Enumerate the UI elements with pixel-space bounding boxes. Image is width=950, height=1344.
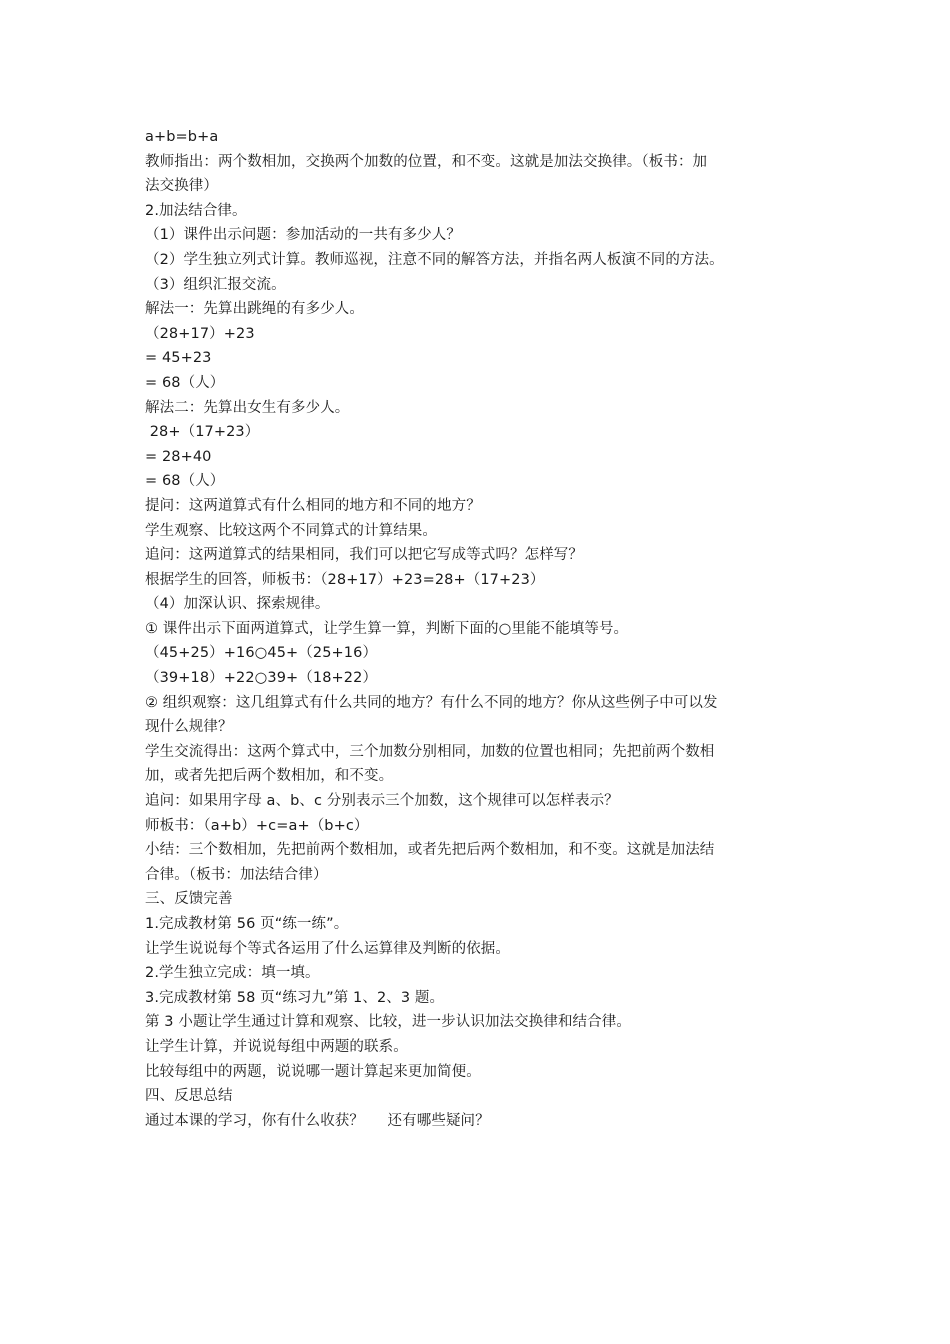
text-line: （3）组织汇报交流。 <box>145 276 286 293</box>
text-line: 通过本课的学习，你有什么收获？ 还有哪些疑问？ <box>145 1112 490 1129</box>
text-line: 让学生计算，并说说每组中两题的联系。 <box>145 1038 408 1055</box>
text-line: 让学生说说每个等式各运用了什么运算律及判断的依据。 <box>145 940 510 957</box>
text-line: 3.完成教材第 58 页“练习九”第 1、2、3 题。 <box>145 989 445 1006</box>
text-line: 1.完成教材第 56 页“练一练”。 <box>145 916 349 932</box>
text-line: （2）学生独立列式计算。教师巡视，注意不同的解答方法，并指名两人板演不同的方法。 <box>145 251 724 268</box>
section-heading: 四、反思总结 <box>145 1088 233 1105</box>
text-line: ① 课件出示下面两道算式，让学生算一算，判断下面的○里能不能填等号。 <box>145 620 629 637</box>
equation-line: （28+17）+23 <box>145 325 255 342</box>
text-line: 根据学生的回答，师板书：（28+17）+23=28+（17+23） <box>145 571 545 588</box>
text-line: 合律。（板书：加法结合律） <box>145 866 328 883</box>
equation-line: （39+18）+22○39+（18+22） <box>145 670 378 687</box>
equation-line: = 68（人） <box>145 374 225 391</box>
text-line: 提问：这两道算式有什么相同的地方和不同的地方？ <box>145 497 481 514</box>
equation-line: = 28+40 <box>145 448 212 465</box>
text-line: （1）课件出示问题：参加活动的一共有多少人？ <box>145 227 461 244</box>
equation-line: （45+25）+16○45+（25+16） <box>145 645 378 662</box>
equation-line: 28+（17+23） <box>145 424 260 441</box>
text-line: 追问：这两道算式的结果相同，我们可以把它写成等式吗？怎样写？ <box>145 547 583 564</box>
equation-line: = 45+23 <box>145 350 212 367</box>
text-line: 加，或者先把后两个数相加，和不变。 <box>145 768 394 785</box>
text-line: 师板书：（a+b）+c=a+（b+c） <box>145 817 369 834</box>
text-line: 学生观察、比较这两个不同算式的计算结果。 <box>145 522 437 539</box>
text-line: 教师指出：两个数相加，交换两个加数的位置，和不变。这就是加法交换律。（板书：加 <box>145 153 708 170</box>
equation-line: = 68（人） <box>145 473 225 490</box>
method-two-heading: 解法二：先算出女生有多少人。 <box>145 399 350 416</box>
text-line: 追问：如果用字母 a、b、c 分别表示三个加数，这个规律可以怎样表示？ <box>145 793 619 810</box>
text-line: 现什么规律？ <box>145 719 233 736</box>
text-line: ② 组织观察：这几组算式有什么共同的地方？有什么不同的地方？你从这些例子中可以发 <box>145 694 718 711</box>
formula-commutative: a+b=b+a <box>145 129 219 145</box>
document-body <box>145 125 809 1133</box>
text-line: 学生交流得出：这两个算式中，三个加数分别相同，加数的位置也相同；先把前两个数相 <box>145 743 715 760</box>
text-line: （4）加深认识、探索规律。 <box>145 596 330 613</box>
text-line: 第 3 小题让学生通过计算和观察、比较，进一步认识加法交换律和结合律。 <box>145 1014 631 1031</box>
section-heading: 三、反馈完善 <box>145 891 233 908</box>
text-line: 2.学生独立完成：填一填。 <box>145 965 320 982</box>
method-one-heading: 解法一：先算出跳绳的有多少人。 <box>145 301 364 318</box>
text-line: 法交换律） <box>145 178 218 195</box>
text-line: 小结：三个数相加，先把前两个数相加，或者先把后两个数相加，和不变。这就是加法结 <box>145 842 715 859</box>
section-heading: 2.加法结合律。 <box>145 202 247 219</box>
text-line: 比较每组中的两题，说说哪一题计算起来更加简便。 <box>145 1063 481 1080</box>
